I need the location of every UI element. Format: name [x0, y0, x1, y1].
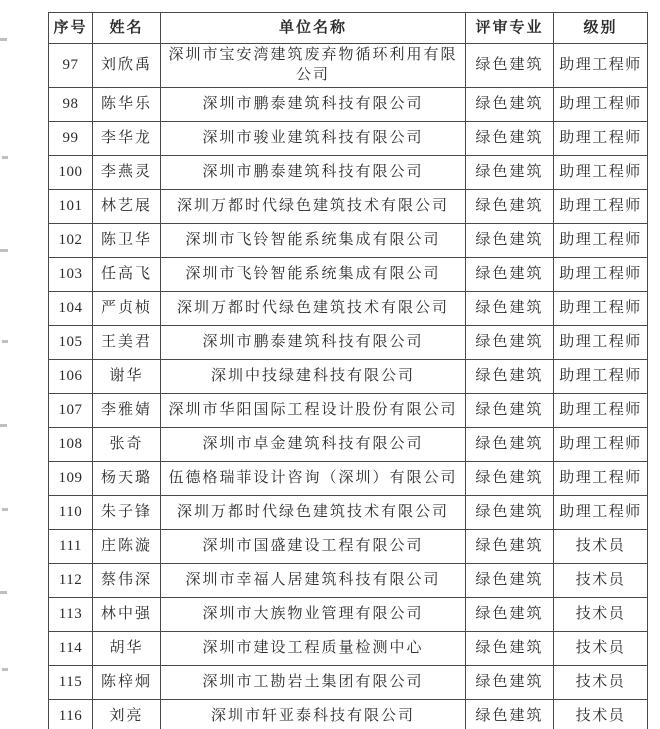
cell-level: 助理工程师	[554, 427, 648, 461]
table-row	[49, 393, 648, 427]
cell-level: 技术员	[554, 665, 648, 699]
cell-level: 助理工程师	[554, 121, 648, 155]
table-row	[49, 597, 648, 631]
cell-company: 深圳万都时代绿色建筑技术有限公司	[161, 291, 466, 325]
cell-index: 110	[49, 495, 93, 529]
cell-company: 伍德格瑞菲设计咨询（深圳）有限公司	[161, 461, 466, 495]
cell-index: 103	[49, 257, 93, 291]
table-header	[49, 13, 648, 44]
table-row	[49, 665, 648, 699]
table-row	[49, 257, 648, 291]
cell-specialty: 绿色建筑	[466, 563, 554, 597]
cell-company: 深圳市鹏泰建筑科技有限公司	[161, 155, 466, 189]
table-row	[49, 461, 648, 495]
cell-name: 朱子锋	[93, 495, 161, 529]
table-row	[49, 631, 648, 665]
cell-company: 深圳市工勘岩土集团有限公司	[161, 665, 466, 699]
cell-specialty: 绿色建筑	[466, 257, 554, 291]
scan-artifact	[0, 249, 8, 252]
cell-company: 深圳市鹏泰建筑科技有限公司	[161, 325, 466, 359]
cell-name: 李华龙	[93, 121, 161, 155]
cell-specialty: 绿色建筑	[466, 631, 554, 665]
cell-name: 胡华	[93, 631, 161, 665]
cell-index: 115	[49, 665, 93, 699]
cell-company: 深圳万都时代绿色建筑技术有限公司	[161, 189, 466, 223]
table-row	[49, 223, 648, 257]
cell-name: 杨天璐	[93, 461, 161, 495]
cell-name: 庄陈漩	[93, 529, 161, 563]
cell-index: 100	[49, 155, 93, 189]
cell-specialty: 绿色建筑	[466, 665, 554, 699]
cell-company: 深圳市鹏泰建筑科技有限公司	[161, 87, 466, 121]
cell-name: 陈华乐	[93, 87, 161, 121]
cell-name: 李雅婧	[93, 393, 161, 427]
table-row	[49, 359, 648, 393]
cell-index: 111	[49, 529, 93, 563]
cell-specialty: 绿色建筑	[466, 87, 554, 121]
cell-company: 深圳市宝安湾建筑废弃物循环利用有限公司	[161, 44, 466, 88]
cell-specialty: 绿色建筑	[466, 359, 554, 393]
cell-specialty: 绿色建筑	[466, 699, 554, 729]
cell-index: 97	[49, 44, 93, 88]
cell-level: 助理工程师	[554, 44, 648, 88]
cell-company: 深圳市国盛建设工程有限公司	[161, 529, 466, 563]
cell-level: 助理工程师	[554, 359, 648, 393]
cell-name: 严贞桢	[93, 291, 161, 325]
scan-artifact	[2, 156, 8, 159]
table-row	[49, 291, 648, 325]
cell-level: 技术员	[554, 631, 648, 665]
cell-company: 深圳市华阳国际工程设计股份有限公司	[161, 393, 466, 427]
table-row	[49, 427, 648, 461]
cell-company: 深圳市骏业建筑科技有限公司	[161, 121, 466, 155]
scan-artifact	[0, 38, 7, 41]
cell-index: 113	[49, 597, 93, 631]
scan-artifact	[2, 340, 8, 343]
cell-specialty: 绿色建筑	[466, 44, 554, 88]
cell-name: 林中强	[93, 597, 161, 631]
cell-company: 深圳市飞铃智能系统集成有限公司	[161, 257, 466, 291]
cell-index: 107	[49, 393, 93, 427]
cell-level: 技术员	[554, 529, 648, 563]
cell-index: 101	[49, 189, 93, 223]
cell-index: 112	[49, 563, 93, 597]
cell-index: 116	[49, 699, 93, 729]
cell-level: 助理工程师	[554, 189, 648, 223]
cell-specialty: 绿色建筑	[466, 155, 554, 189]
cell-name: 刘亮	[93, 699, 161, 729]
cell-specialty: 绿色建筑	[466, 597, 554, 631]
cell-index: 104	[49, 291, 93, 325]
column-header-specialty: 评审专业	[466, 13, 554, 44]
cell-name: 任高飞	[93, 257, 161, 291]
cell-index: 108	[49, 427, 93, 461]
cell-index: 99	[49, 121, 93, 155]
cell-name: 刘欣禹	[93, 44, 161, 88]
personnel-roster-table	[48, 12, 648, 729]
cell-specialty: 绿色建筑	[466, 189, 554, 223]
cell-specialty: 绿色建筑	[466, 223, 554, 257]
cell-index: 106	[49, 359, 93, 393]
cell-level: 技术员	[554, 699, 648, 729]
scan-artifact	[0, 424, 7, 427]
table-row	[49, 699, 648, 729]
table-row	[49, 87, 648, 121]
cell-level: 助理工程师	[554, 393, 648, 427]
scan-artifact	[0, 591, 7, 594]
cell-name: 王美君	[93, 325, 161, 359]
table-row	[49, 563, 648, 597]
scan-artifact	[2, 508, 8, 511]
cell-company: 深圳市幸福人居建筑科技有限公司	[161, 563, 466, 597]
cell-specialty: 绿色建筑	[466, 461, 554, 495]
table-row	[49, 44, 648, 88]
cell-name: 蔡伟深	[93, 563, 161, 597]
cell-level: 助理工程师	[554, 257, 648, 291]
cell-level: 助理工程师	[554, 461, 648, 495]
cell-specialty: 绿色建筑	[466, 427, 554, 461]
cell-index: 114	[49, 631, 93, 665]
cell-specialty: 绿色建筑	[466, 291, 554, 325]
cell-name: 陈梓炯	[93, 665, 161, 699]
cell-company: 深圳市轩亚泰科技有限公司	[161, 699, 466, 729]
cell-level: 助理工程师	[554, 155, 648, 189]
cell-specialty: 绿色建筑	[466, 393, 554, 427]
table-row	[49, 495, 648, 529]
cell-specialty: 绿色建筑	[466, 121, 554, 155]
cell-level: 助理工程师	[554, 291, 648, 325]
column-header-level: 级别	[554, 13, 648, 44]
column-header-name: 姓名	[93, 13, 161, 44]
table-body	[49, 44, 648, 729]
cell-company: 深圳市飞铃智能系统集成有限公司	[161, 223, 466, 257]
cell-company: 深圳市卓金建筑科技有限公司	[161, 427, 466, 461]
cell-name: 林艺展	[93, 189, 161, 223]
cell-specialty: 绿色建筑	[466, 325, 554, 359]
table-row	[49, 529, 648, 563]
cell-specialty: 绿色建筑	[466, 529, 554, 563]
table-row	[49, 155, 648, 189]
column-header-company: 单位名称	[161, 13, 466, 44]
table-row	[49, 121, 648, 155]
cell-specialty: 绿色建筑	[466, 495, 554, 529]
cell-level: 技术员	[554, 597, 648, 631]
cell-index: 98	[49, 87, 93, 121]
column-header-index: 序号	[49, 13, 93, 44]
cell-index: 105	[49, 325, 93, 359]
cell-level: 助理工程师	[554, 325, 648, 359]
cell-company: 深圳市大族物业管理有限公司	[161, 597, 466, 631]
cell-name: 张奇	[93, 427, 161, 461]
cell-company: 深圳市建设工程质量检测中心	[161, 631, 466, 665]
table-row	[49, 325, 648, 359]
cell-level: 助理工程师	[554, 87, 648, 121]
cell-level: 助理工程师	[554, 223, 648, 257]
cell-company: 深圳万都时代绿色建筑技术有限公司	[161, 495, 466, 529]
scan-artifact	[2, 668, 8, 671]
cell-index: 102	[49, 223, 93, 257]
cell-index: 109	[49, 461, 93, 495]
header-row	[49, 13, 648, 44]
cell-name: 陈卫华	[93, 223, 161, 257]
cell-name: 李燕灵	[93, 155, 161, 189]
cell-name: 谢华	[93, 359, 161, 393]
cell-company: 深圳中技绿建科技有限公司	[161, 359, 466, 393]
table-row	[49, 189, 648, 223]
cell-level: 技术员	[554, 563, 648, 597]
cell-level: 助理工程师	[554, 495, 648, 529]
